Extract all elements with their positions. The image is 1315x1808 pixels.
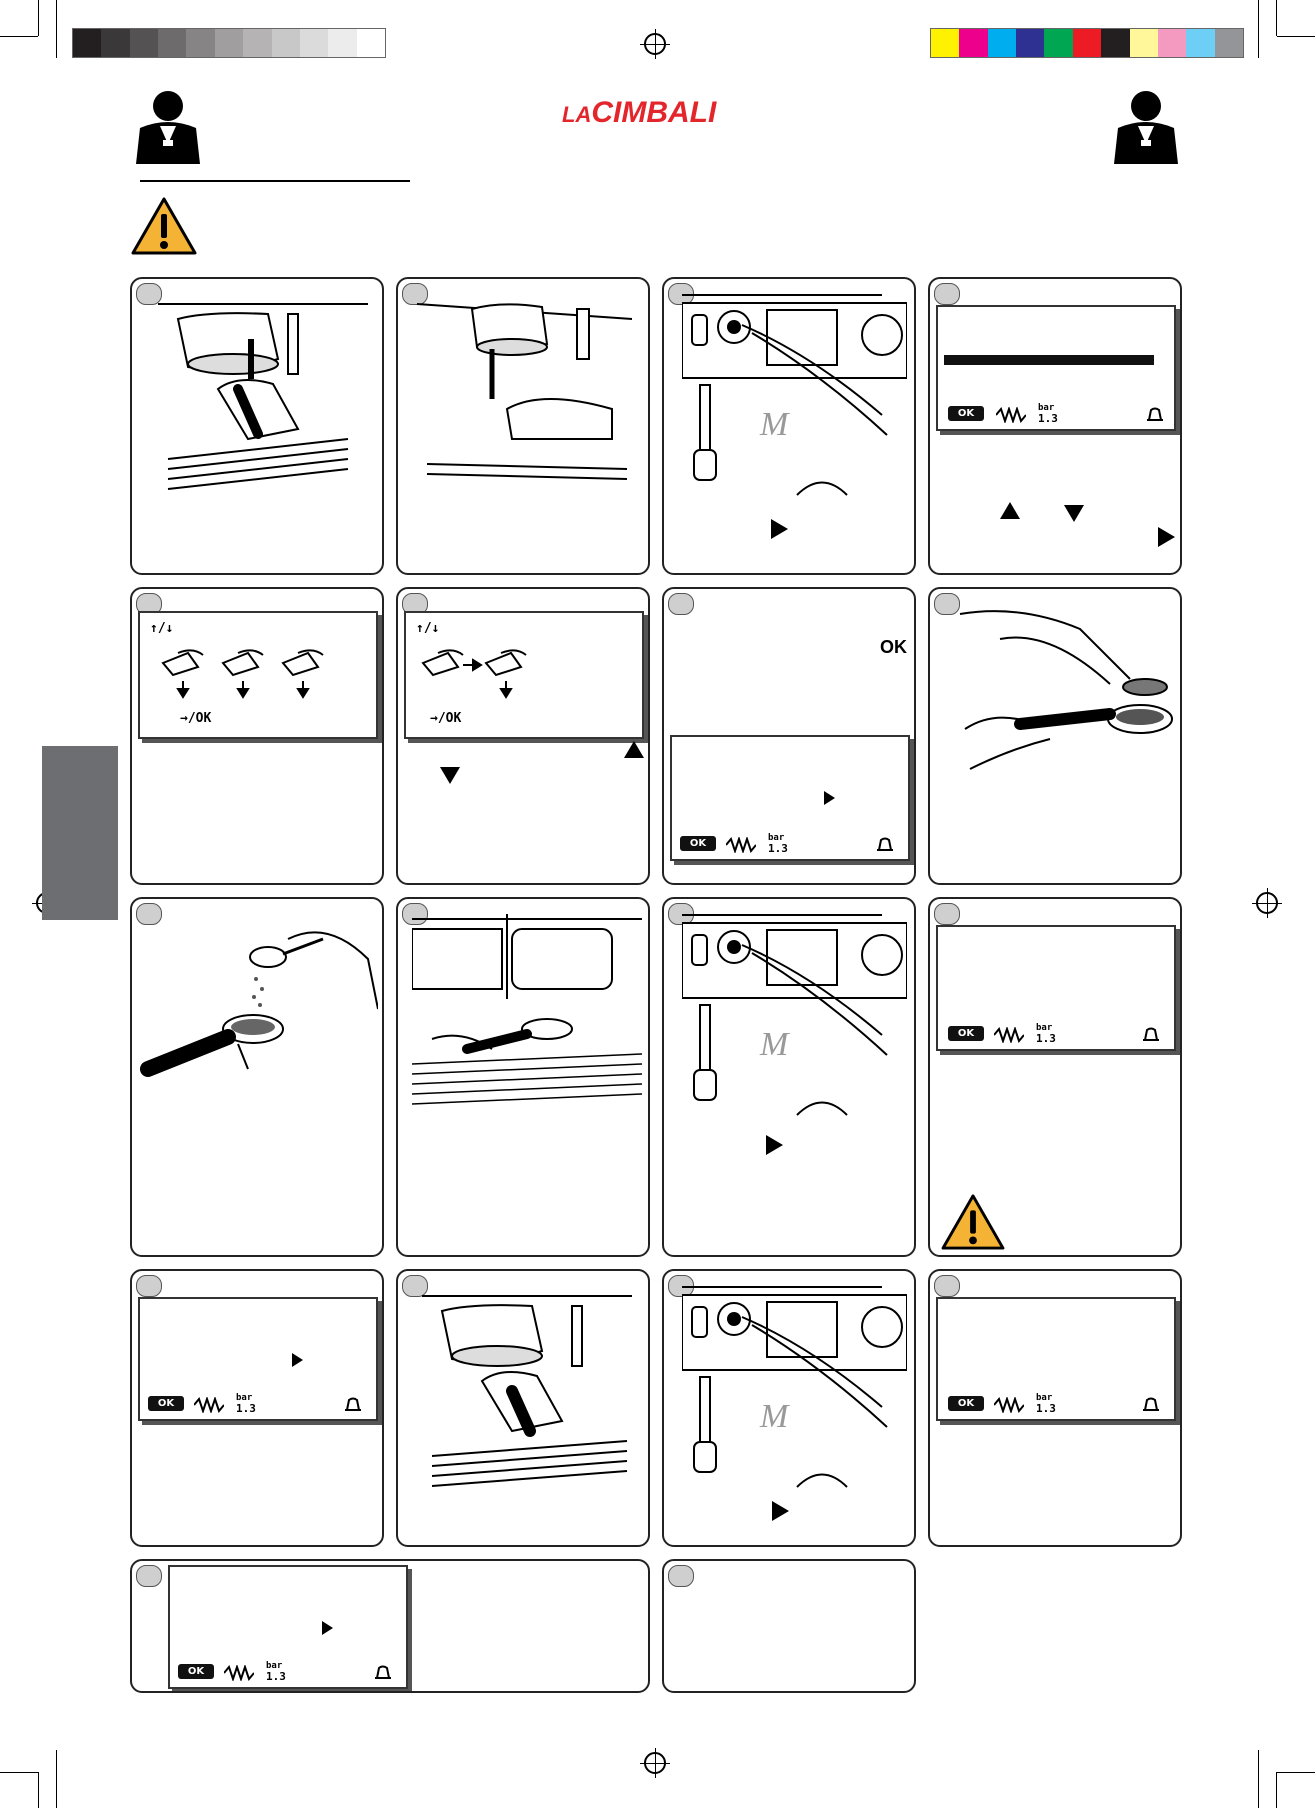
- crop-mark: [1277, 36, 1315, 37]
- portafilter-transfer: [418, 645, 558, 701]
- updown-hint: ↑/↓: [150, 621, 174, 636]
- arrow-right-icon: [292, 1353, 303, 1367]
- ok-button-icon: OK: [948, 406, 984, 421]
- step-number-badge: [934, 283, 960, 305]
- highlight-bar: [944, 355, 1154, 365]
- control-panel-illustration: [682, 905, 907, 1125]
- ok-key-label: OK: [880, 637, 907, 657]
- step-panel-14: [396, 1269, 650, 1547]
- step-panel-13: [130, 1269, 384, 1547]
- blind-filter-illustration: [940, 599, 1175, 809]
- registration-mark-icon: [644, 33, 666, 55]
- color-swatch: [1016, 29, 1045, 57]
- portafilter-options: [158, 645, 348, 701]
- bell-icon: [1142, 1397, 1160, 1413]
- arrow-right-icon: [766, 1135, 783, 1155]
- next-ok-hint: →/OK: [180, 711, 212, 726]
- gray-swatch: [158, 29, 187, 57]
- signal-icon: [996, 407, 1026, 423]
- gray-swatch: [130, 29, 159, 57]
- step-panel-12: [928, 897, 1182, 1257]
- color-swatch: [1186, 29, 1215, 57]
- arrow-down-icon: [440, 767, 460, 784]
- group-head-illustration: [412, 289, 637, 499]
- signal-icon: [224, 1665, 254, 1681]
- pressure-value: 1.3: [266, 1670, 286, 1683]
- crop-mark: [38, 0, 39, 36]
- step-panel-11: [662, 897, 916, 1257]
- color-swatch: [1044, 29, 1073, 57]
- signal-icon: [194, 1397, 224, 1413]
- crop-mark: [0, 1772, 38, 1773]
- step-panel-18: [662, 1559, 916, 1693]
- step-panel-6: [396, 587, 650, 885]
- color-swatch: [988, 29, 1017, 57]
- crop-mark: [56, 0, 57, 58]
- color-swatch: [1158, 29, 1187, 57]
- gray-swatch: [328, 29, 357, 57]
- insert-filter-illustration: [412, 909, 642, 1129]
- arrow-down-icon: [1064, 505, 1084, 522]
- pressure-value: 1.3: [1036, 1402, 1056, 1415]
- ok-button-icon: OK: [948, 1396, 984, 1411]
- step-panel-10: [396, 897, 650, 1257]
- pressure-unit: bar: [1036, 1393, 1053, 1403]
- crop-mark: [0, 36, 38, 37]
- step-panel-3: [662, 277, 916, 575]
- lcd-display: [936, 1297, 1176, 1421]
- next-ok-hint: →/OK: [430, 711, 462, 726]
- warning-icon: [130, 196, 198, 256]
- ok-button-icon: OK: [680, 836, 716, 851]
- detergent-illustration: [138, 919, 378, 1099]
- pressure-unit: bar: [1038, 403, 1055, 413]
- lcd-display: [168, 1565, 408, 1689]
- color-swatch: [1101, 29, 1130, 57]
- gray-swatch: [101, 29, 130, 57]
- lcd-display: [138, 611, 378, 739]
- crop-mark: [1258, 0, 1259, 58]
- registration-mark-icon: [644, 1752, 666, 1774]
- side-tab: [42, 746, 118, 920]
- crop-mark: [1258, 1750, 1259, 1808]
- gray-swatch: [215, 29, 244, 57]
- signal-icon: [994, 1397, 1024, 1413]
- pressure-unit: bar: [236, 1393, 253, 1403]
- updown-hint: ↑/↓: [416, 621, 440, 636]
- bell-icon: [344, 1397, 362, 1413]
- color-swatch: [959, 29, 988, 57]
- ok-button-icon: OK: [178, 1664, 214, 1679]
- gray-swatch: [243, 29, 272, 57]
- bell-icon: [374, 1665, 392, 1681]
- pressure-value: 1.3: [1036, 1032, 1056, 1045]
- registration-mark-icon: [1256, 892, 1278, 914]
- bell-icon: [1142, 1027, 1160, 1043]
- warning-icon: [940, 1193, 1006, 1251]
- lcd-display: [670, 735, 910, 861]
- color-calibration-bar: [930, 28, 1244, 58]
- step-panel-16: [928, 1269, 1182, 1547]
- bell-icon: [1146, 407, 1164, 423]
- gray-calibration-bar: [72, 28, 386, 58]
- step-number-badge: [668, 1565, 694, 1587]
- arrow-up-icon: [1000, 502, 1020, 519]
- step-panel-8: [928, 587, 1182, 885]
- step-number-badge: [668, 593, 694, 615]
- svg-text:M: M: [760, 1398, 789, 1435]
- step-panel-5: [130, 587, 384, 885]
- crop-mark: [1276, 0, 1277, 36]
- crop-mark: [56, 1750, 57, 1808]
- waiter-icon: [1108, 88, 1184, 164]
- step-number-badge: [934, 903, 960, 925]
- gray-swatch: [272, 29, 301, 57]
- lcd-display: [404, 611, 644, 739]
- arrow-right-icon: [772, 1501, 789, 1521]
- step-panel-4: [928, 277, 1182, 575]
- control-panel-illustration: [682, 1277, 907, 1497]
- signal-icon: [994, 1027, 1024, 1043]
- crop-mark: [38, 1772, 39, 1808]
- arrow-right-icon: [1158, 527, 1175, 547]
- signal-icon: [726, 837, 756, 853]
- arrow-right-icon: [322, 1621, 333, 1635]
- gray-swatch: [73, 29, 102, 57]
- arrow-up-icon: [624, 741, 644, 758]
- control-panel-illustration: [682, 285, 907, 505]
- lcd-display: [138, 1297, 378, 1421]
- step-panel-17: [130, 1559, 650, 1693]
- brand-prefix: LA: [562, 102, 592, 127]
- group-head-illustration: [148, 289, 373, 499]
- group-head-illustration: [412, 1281, 637, 1501]
- brand-name: CIMBALI: [591, 96, 717, 129]
- pressure-unit: bar: [768, 833, 785, 843]
- arrow-right-icon: [771, 519, 788, 539]
- lcd-display: [936, 305, 1176, 431]
- color-swatch: [1130, 29, 1159, 57]
- waiter-icon: [130, 88, 206, 164]
- pressure-value: 1.3: [1038, 412, 1058, 425]
- ok-button-icon: OK: [948, 1026, 984, 1041]
- step-panel-7: [662, 587, 916, 885]
- step-number-badge: [136, 1275, 162, 1297]
- step-panel-2: [396, 277, 650, 575]
- step-number-badge: [136, 1565, 162, 1587]
- step-panel-1: [130, 277, 384, 575]
- color-swatch: [1215, 29, 1244, 57]
- crop-mark: [1276, 1772, 1277, 1808]
- bell-icon: [876, 837, 894, 853]
- brand-logo: [562, 96, 752, 142]
- svg-text:M: M: [760, 406, 789, 443]
- pressure-unit: bar: [266, 1661, 283, 1671]
- gray-swatch: [186, 29, 215, 57]
- pressure-value: 1.3: [236, 1402, 256, 1415]
- step-number-badge: [934, 1275, 960, 1297]
- step-panel-15: [662, 1269, 916, 1547]
- crop-mark: [1277, 1772, 1315, 1773]
- lcd-display: [936, 925, 1176, 1051]
- color-swatch: [931, 29, 960, 57]
- ok-button-icon: OK: [148, 1396, 184, 1411]
- gray-swatch: [357, 29, 386, 57]
- pressure-value: 1.3: [768, 842, 788, 855]
- pressure-unit: bar: [1036, 1023, 1053, 1033]
- gray-swatch: [300, 29, 329, 57]
- color-swatch: [1073, 29, 1102, 57]
- step-panel-9: [130, 897, 384, 1257]
- svg-text:M: M: [760, 1026, 789, 1063]
- arrow-right-icon: [824, 791, 835, 805]
- header-rule: [140, 180, 410, 182]
